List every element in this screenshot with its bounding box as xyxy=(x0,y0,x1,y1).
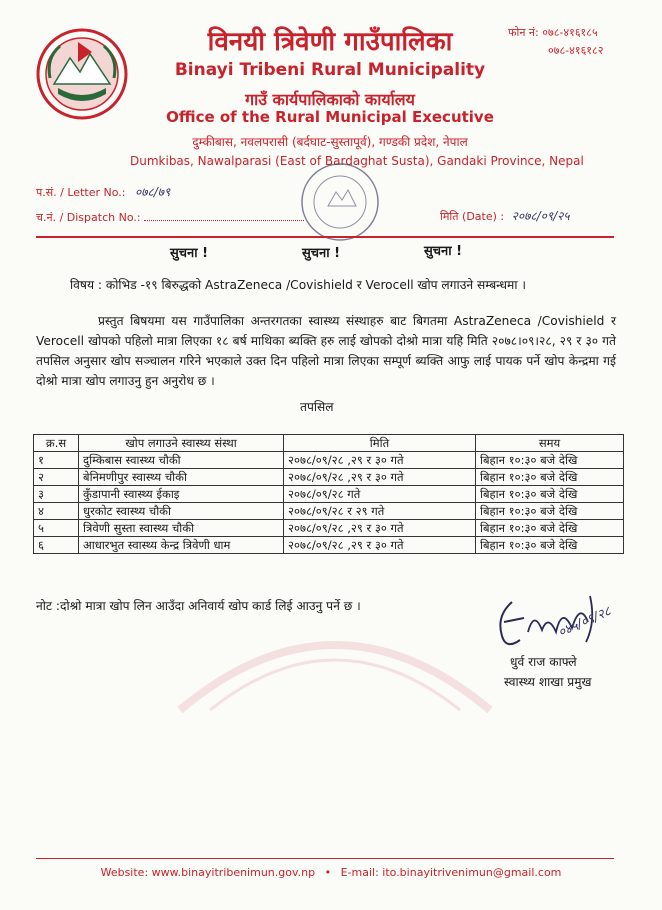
cell-serial: १ xyxy=(34,452,79,469)
footer-divider xyxy=(36,858,614,859)
cell-facility: धुरकोट स्वास्थ्य चौकी xyxy=(79,503,284,520)
subject-line: विषय : कोभिड -१९ बिरुद्धको AstraZeneca /Covishield र Verocell खोप लगाउने सम्बन्धमा । xyxy=(70,278,526,292)
footer-separator: • xyxy=(324,866,332,879)
signatory-name: धुर्व राज काफ्ले xyxy=(510,655,577,669)
notice-heading-3: सुचना ! xyxy=(424,244,463,259)
office-name-english: Office of the Rural Municipal Executive xyxy=(166,108,494,126)
column-header-time: समय xyxy=(476,435,624,452)
municipality-name-nepali: विनयी त्रिवेणी गाउँपालिका xyxy=(207,27,453,57)
cell-date: २०७८/०९/२८ ,२९ र ३० गते xyxy=(284,452,476,469)
office-name-nepali: गाउँ कार्यपालिकाको कार्यालय xyxy=(245,90,415,109)
table-row xyxy=(34,486,624,503)
column-header-date: मिति xyxy=(284,435,476,452)
notice-heading-2: सुचना ! xyxy=(302,246,341,261)
cell-time: बिहान १०:३० बजे देखि xyxy=(476,452,624,469)
cell-serial: ५ xyxy=(34,520,79,537)
signature-date: ०४५/०९/२८ xyxy=(555,604,614,641)
phone-label: फोन नं: xyxy=(508,26,539,39)
column-header-health-facility: खोप लगाउने स्वास्थ्य संस्था xyxy=(79,435,284,452)
date-row xyxy=(440,207,570,224)
table-row xyxy=(34,520,624,537)
table-row xyxy=(34,503,624,520)
cell-facility: कुँडापानी स्वास्थ्य ईकाइ xyxy=(79,486,284,503)
cell-serial: २ xyxy=(34,469,79,486)
tapasil-heading: तपसिल xyxy=(300,400,334,414)
office-stamp-seal xyxy=(298,160,382,244)
cell-date: २०७८/०९/२८ गते xyxy=(284,486,476,503)
municipality-name-english: Binayi Tribeni Rural Municipality xyxy=(174,60,486,80)
cell-serial: ६ xyxy=(34,537,79,554)
letter-no-label: प.सं. / Letter No.: xyxy=(36,186,126,199)
cell-time: बिहान १०:३० बजे देखि xyxy=(476,486,624,503)
letter-no-value: ०७८/७९ xyxy=(134,185,171,199)
footer-email: E-mail: ito.binayitrivenimun@gmail.com xyxy=(340,866,562,879)
notice-heading-1: सुचना ! xyxy=(170,246,209,261)
footer-website: Website: www.binayitribenimun.gov.np xyxy=(100,866,316,879)
column-header-serial: क्र.स xyxy=(34,435,79,452)
address-english: Dumkibas, Nawalparasi (East of Bardaghat Susta), Gandaki Province, Nepal xyxy=(130,154,584,168)
cell-time: बिहान १०:३० बजे देखि xyxy=(476,520,624,537)
cell-date: २०७८/०९/२८ ,२९ र ३० गते xyxy=(284,469,476,486)
cell-time: बिहान १०:३० बजे देखि xyxy=(476,537,624,554)
date-value: २०७८/०९/२५ xyxy=(511,209,570,223)
cell-time: बिहान १०:३० बजे देखि xyxy=(476,469,624,486)
cell-date: २०७८/०९/२८ ,२९ र ३० गते xyxy=(284,537,476,554)
cell-facility: आधारभुत स्वास्थ्य केन्द्र त्रिवेणी धाम xyxy=(79,537,284,554)
cell-facility: बेनिमणीपुर स्वास्थ्य चौकी xyxy=(79,469,284,486)
table-row xyxy=(34,537,624,554)
cell-date: २०७८/०९/२८ र २९ गते xyxy=(284,503,476,520)
dispatch-no-label: च.नं. / Dispatch No.: xyxy=(36,211,141,224)
dispatch-no-blank xyxy=(144,220,304,221)
letter-number-row xyxy=(36,183,170,200)
table-header-row xyxy=(34,435,624,452)
table-row xyxy=(34,469,624,486)
table-row xyxy=(34,452,624,469)
footer-contact xyxy=(0,866,662,879)
cell-serial: ४ xyxy=(34,503,79,520)
cell-time: बिहान १०:३० बजे देखि xyxy=(476,503,624,520)
header-divider xyxy=(36,236,614,238)
phone-number-2: ०७८-४१६१८२ xyxy=(548,44,604,57)
vaccination-schedule-table xyxy=(33,434,624,554)
note-text: नोट :दोश्रो मात्रा खोप लिन आउँदा अनिवार्य खोप कार्ड लिई आउनु पर्ने छ । xyxy=(36,599,361,613)
signatory-title: स्वास्थ्य शाखा प्रमुख xyxy=(504,675,592,689)
cell-facility: त्रिवेणी सुस्ता स्वास्थ्य चौकी xyxy=(79,520,284,537)
cell-facility: दुम्किबास स्वास्थ्य चौकी xyxy=(79,452,284,469)
watermark-emblem xyxy=(170,600,500,720)
dispatch-number-row xyxy=(36,210,304,225)
address-nepali: दुम्कीबास, नवलपरासी (बर्दघाट-सुस्तापूर्व), गण्डकी प्रदेश, नेपाल xyxy=(192,135,468,149)
municipality-emblem-logo xyxy=(36,28,128,120)
phone-number-1: ०७८-४१६१८५ xyxy=(542,26,598,39)
body-paragraph: प्रस्तुत बिषयमा यस गाउँपालिका अन्तरगतका स्वास्थ्य संस्थाहरु बाट बिगतमा AstraZeneca /Covishield र Verocell खोपको पहिलो मात्रा लिएका १८ बर्ष माथिका ब्यक्ति हरु लाई खोपको दोश्रो मात्रा यहि मिति २०७८।०९।२८, २९ र ३० गते तपसिल अनुसार खोप सञ्चालन गरिने भएकाले उक्त दिन पहिलो मात्रा लिएका सम्पूर्ण ब्यक्ति आफु लाई पायक पर्ने खोप केन्द्रमा गई दोश्रो मात्रा खोप लगाउनु हुन अनुरोध छ । xyxy=(36,314,616,388)
cell-serial: ३ xyxy=(34,486,79,503)
date-label: मिति (Date) : xyxy=(440,210,505,223)
cell-date: २०७८/०९/२८ ,२९ र ३० गते xyxy=(284,520,476,537)
